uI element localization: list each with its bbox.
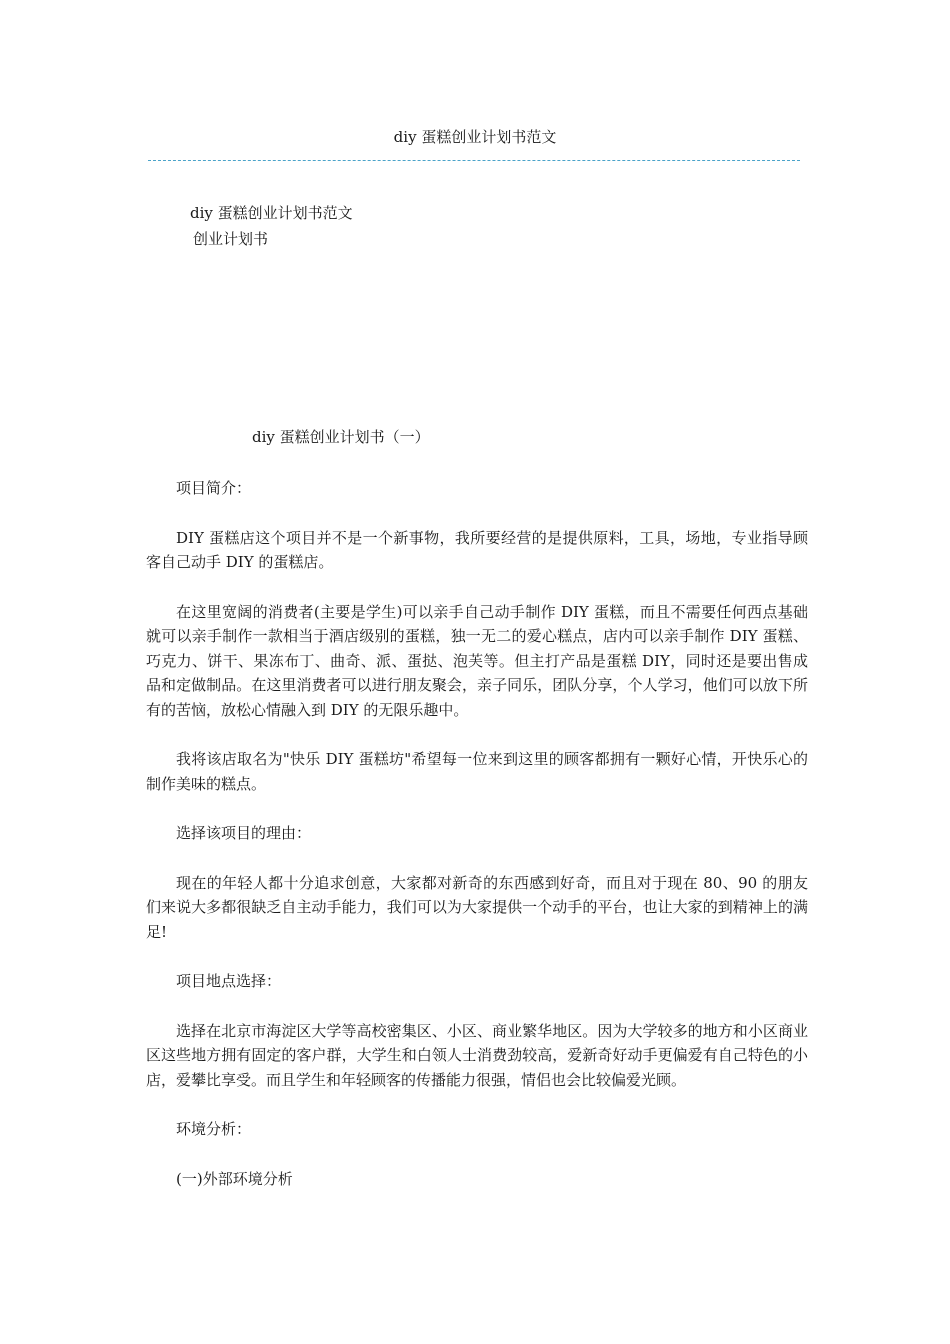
heading-external-environment: (一)外部环境分析 (176, 1169, 293, 1188)
paragraph-intro: DIY 蛋糕店这个项目并不是一个新事物，我所要经营的是提供原料，工具，场地，专业指导顾客自己动手 DIY 的蛋糕店。 (146, 528, 808, 571)
paragraph-shop-name: 我将该店取名为"快乐 DIY 蛋糕坊"希望每一位来到这里的顾客都拥有一颗好心情，开快乐心的制作美味的糕点。 (146, 750, 808, 793)
paragraph-consumers: 在这里宽阔的消费者(主要是学生)可以亲手自己动手制作 DIY 蛋糕，而且不需要任何西点基础就可以亲手制作一款相当于酒店级别的蛋糕，独一无二的爱心糕点，店内可以亲手制作 DIY 蛋糕、巧克力、饼干、果冻布丁、曲奇、派、蛋挞、泡芙等。但主打产品是蛋糕 DIY，同时还是要出售成品和定做制品。在这里消费者可以进行朋友聚会，亲子同乐，团队分享，个人学习，他们可以放下所有的苦恼，放松心情融入到 DIY 的无限乐趣中。 (146, 602, 808, 719)
paragraph-reasons: 现在的年轻人都十分追求创意，大家都对新奇的东西感到好奇，而且对于现在 80、90 的朋友们来说大多都很缺乏自主动手能力，我们可以为大家提供一个动手的平台，也让大家的到精神上的满足! (146, 873, 808, 941)
paragraph-location: 选择在北京市海淀区大学等高校密集区、小区、商业繁华地区。因为大学较多的地方和小区商业区这些地方拥有固定的客户群，大学生和白领人士消费劲较高，爱新奇好动手更偏爱有自己特色的小店，爱攀比享受。而且学生和年轻顾客的传播能力很强，情侣也会比较偏爱光顾。 (146, 1021, 808, 1089)
heading-location: 项目地点选择： (176, 972, 282, 990)
page-header-title: diy 蛋糕创业计划书范文 (393, 128, 557, 146)
heading-environment: 环境分析： (176, 1120, 252, 1138)
heading-reasons: 选择该项目的理由： (176, 824, 312, 842)
header-divider (148, 160, 800, 161)
cover-title: diy 蛋糕创业计划书范文 (190, 204, 353, 222)
heading-project-intro: 项目简介： (176, 479, 252, 497)
cover-subtitle: 创业计划书 (193, 230, 269, 248)
document-body (146, 476, 808, 1216)
section-title: diy 蛋糕创业计划书（一） (252, 428, 430, 446)
